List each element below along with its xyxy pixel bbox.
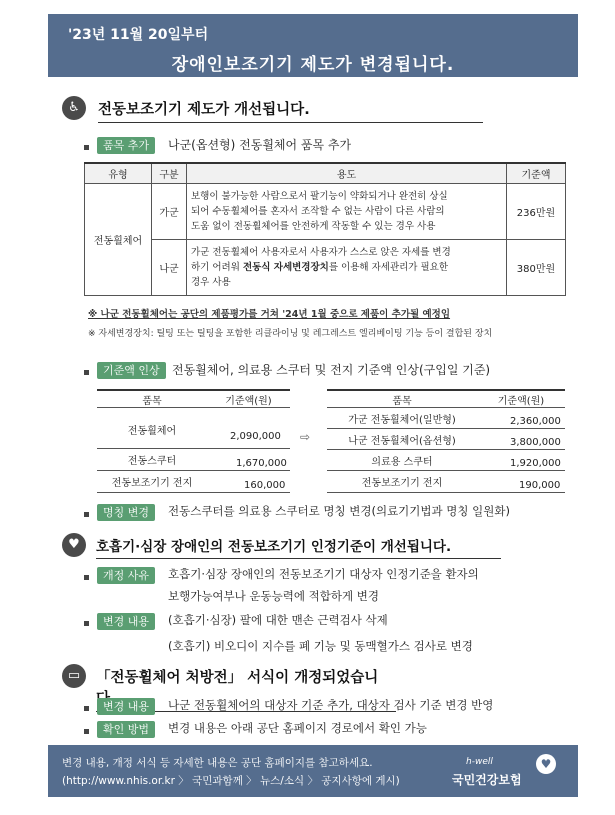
badge-item-add: 품목 추가 (97, 137, 155, 154)
item-cell: 전동스쿠터 (127, 456, 177, 467)
usage-cell (187, 184, 507, 240)
table-header: 품목 (392, 396, 412, 407)
change-text-line2: (호흡기) 비오디이 지수를 폐 기능 및 동맥혈가스 검사로 변경 (168, 639, 473, 653)
footer (48, 745, 578, 797)
header-banner (48, 14, 578, 77)
amount-cell: 236만원 (507, 184, 566, 240)
reason-text-line2: 보행가능여부나 운동능력에 적합하게 변경 (168, 589, 379, 603)
bullet (84, 145, 89, 150)
badge-price-raise: 기준액 인상 (97, 362, 166, 379)
price-raise-text: 전동휠체어, 의료용 스쿠터 및 전지 기준액 인상(구입일 기준) (172, 363, 491, 377)
usage-line: 되어 수동휠체어를 혼자서 조작할 수 없는 사람이 다른 사람의 (191, 206, 445, 217)
amount-cell: 380만원 (507, 240, 566, 296)
logo-small-text: h-well (466, 757, 493, 767)
bullet (84, 512, 89, 517)
item-cell: 전동휠체어 (127, 426, 177, 437)
divider (97, 448, 290, 449)
bullet (84, 575, 89, 580)
usage-line: 경우 사용 (191, 277, 231, 288)
item-cell: 의료용 스쿠터 (371, 457, 433, 468)
divider (327, 470, 565, 471)
section1-title: 전동보조기기 제도가 개선됩니다. (98, 98, 483, 123)
table-header: 구분 (152, 163, 187, 184)
badge-check: 확인 방법 (97, 721, 155, 738)
usage-text: 하기 어려워 (191, 262, 243, 273)
badge-change: 변경 내용 (97, 613, 155, 630)
divider (327, 449, 565, 450)
item-cell: 나군 전동휠체어(옵션형) (348, 436, 456, 447)
usage-line: 도움 없이 전동휠체어를 안전하게 작동할 수 있는 경우 사용 (191, 221, 436, 232)
section2-title: 호흡기·심장 장애인의 전동보조기기 인정기준이 개선됩니다. (96, 535, 501, 559)
divider (327, 389, 565, 391)
usage-cell (187, 240, 507, 296)
item-add-text: 나군(옵션형) 전동휠체어 품목 추가 (168, 138, 352, 152)
form-change-text: 나군 전동휠체어의 대상자 기준 추가, 대상자 검사 기준 변경 반영 (168, 698, 494, 712)
bullet (84, 621, 89, 626)
bullet (84, 706, 89, 711)
bullet (84, 729, 89, 734)
divider (97, 389, 290, 391)
heart-logo-icon: ♥ (536, 754, 556, 774)
item-cell: 전동보조기기 전지 (361, 478, 443, 489)
rename-text: 전동스쿠터를 의료용 스쿠터로 명칭 변경(의료기기법과 명칭 일원화) (168, 504, 510, 518)
divider (97, 492, 290, 493)
badge-reason: 개정 사유 (97, 567, 155, 584)
page-title: 장애인보조기기 제도가 변경됩니다. (171, 55, 455, 75)
table-header: 기준액 (507, 163, 566, 184)
table-header: 유형 (85, 163, 152, 184)
divider (97, 407, 290, 408)
table-header: 용도 (187, 163, 507, 184)
effective-date: '23년 11월 20일부터 (68, 27, 209, 43)
amount-cell: 1,670,000 (236, 458, 287, 469)
amount-cell: 2,360,000 (510, 416, 561, 427)
amount-cell: 160,000 (244, 480, 286, 491)
item-cell: 가군 전동휠체어(일반형) (348, 415, 456, 426)
item-cell: 전동보조기기 전지 (111, 478, 193, 489)
bullet (84, 370, 89, 375)
footer-line1: 변경 내용, 개정 서식 등 자세한 내용은 공단 홈페이지를 참고하세요. (62, 757, 373, 769)
note-1: ※ 나군 전동휠체어는 공단의 제품평가를 거쳐 '24년 1월 중으로 제품이 추가될 예정임 (88, 309, 451, 320)
category-cell: 가군 (152, 184, 187, 240)
divider (327, 492, 565, 493)
usage-line: 가군 전동휠체어 사용자로서 사용자가 스스로 앉은 자세를 변경 (191, 247, 451, 258)
amount-cell: 190,000 (519, 480, 561, 491)
category-cell: 나군 (152, 240, 187, 296)
type-cell: 전동휠체어 (85, 184, 152, 296)
footer-link-path[interactable]: (http://www.nhis.or.kr 〉 국민과함께 〉 뉴스/소식 〉 공지사항에 게시) (62, 775, 400, 787)
table-header: 기준액(원) (225, 396, 272, 407)
folder-icon: ▭ (62, 664, 86, 688)
divider (97, 470, 290, 471)
divider (327, 428, 565, 429)
amount-cell: 3,800,000 (510, 437, 561, 448)
badge-rename: 명칭 변경 (97, 504, 155, 521)
note-2: ※ 자세변경장치: 틸팅 또는 틸팅을 포함한 리클라이닝 및 레그레스트 엘리베이팅 기능 등이 결합된 장치 (88, 329, 493, 339)
usage-text: 를 이용해 자세관리가 필요한 (328, 262, 449, 273)
amount-cell: 2,090,000 (230, 431, 281, 442)
change-text-line1: (호흡기·심장) 팔에 대한 맨손 근력검사 삭제 (168, 613, 388, 627)
section3-title: 「전동휠체어 처방전」 서식이 개정되었습니 (96, 666, 396, 712)
divider (327, 407, 565, 408)
reason-text-line1: 호흡기·심장 장애인의 전동보조기기 대상자 인정기준을 환자의 (168, 567, 479, 581)
usage-bold-text: 전동식 자세변경장치 (242, 262, 329, 273)
wheelchair-icon: ♿ (62, 96, 86, 120)
table-header: 품목 (142, 396, 162, 407)
arrow-right-icon: ⇨ (300, 430, 311, 444)
usage-line (191, 260, 502, 275)
amount-cell: 1,920,000 (510, 458, 561, 469)
usage-table (84, 162, 566, 296)
badge-change: 변경 내용 (97, 698, 155, 715)
table-header: 기준액(원) (497, 396, 545, 407)
check-method-text: 변경 내용은 아래 공단 홈페이지 경로에서 확인 가능 (168, 721, 427, 735)
logo-name: 국민건강보험 (452, 773, 522, 787)
heart-icon: ♥ (62, 533, 86, 557)
usage-line: 보행이 불가능한 사람으로서 팔기능이 약화되거나 완전히 상실 (191, 191, 448, 202)
